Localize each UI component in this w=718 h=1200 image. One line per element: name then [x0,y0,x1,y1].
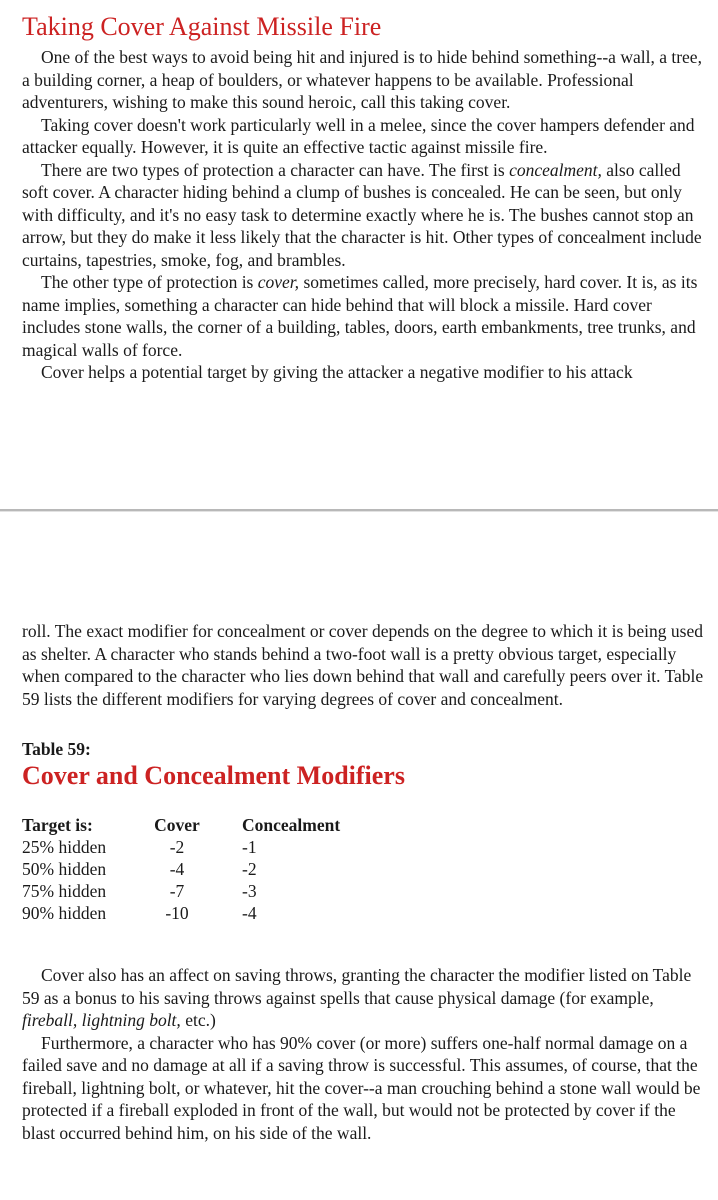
header-cover: Cover [154,815,200,835]
table-row [22,902,382,924]
term-cover: cover, [257,272,300,292]
cell-target: 50% hidden [22,859,107,879]
paragraph-saving-throws: Cover also has an affect on saving throws, granting the character the modifier listed on Table 59 as a bonus to his saving throws against spells that cause physical damage (for example, fireball, lightning bolt, etc.) [22,965,692,1030]
table-label: Table 59: [22,739,91,759]
paragraph-hide-behind: One of the best ways to avoid being hit and injured is to hide behind something--a wall, a tree, a building corner, a heap of boulders, or whatever happens to be available. Professional adventurers, wishing to make this sound heroic, call this taking cover. [22,47,702,112]
table-header-row [22,814,382,836]
page-top [22,12,706,384]
cell-cover: -10 [165,903,189,923]
table-title: Cover and Concealment Modifiers [22,761,405,790]
table-row [22,880,382,902]
paragraph-ninety-percent: Furthermore, a character who has 90% cover (or more) suffers one-half normal damage on a failed save and no damage at all if a saving throw is successful. This assumes, of course, that the fireball, lightning bolt, or whatever, hit the cover--a man crouching behind a stone wall would be protected if a fireball exploded in front of the wall, but would not be protected by cover if the blast occurred behind him, on his side of the wall. [22,1032,701,1143]
paragraph-cover: The other type of protection is cover, sometimes called, more precisely, hard cover. It is, as its name implies, something a character can hide behind that will block a missile. Hard cover includes stone walls, the corner of a building, tables, doors, earth embankments, tree trunks, and magical walls of force. [22,272,698,360]
paragraph-concealment: There are two types of protection a character can have. The first is concealment, also called soft cover. A character hiding behind a clump of bushes is concealed. He can be seen, but only with difficulty, and it's no easy task to determine exactly where he is. The bushes cannot stop an arrow, but they do make it less likely that the character is hit. Other types of concealment include curtains, tapestries, smoke, fog, and brambles. [22,159,702,270]
cell-target: 25% hidden [22,837,107,857]
page-bottom [22,620,706,1144]
page-divider-shadow [0,511,718,512]
cell-concealment: -4 [242,903,257,923]
cell-cover: -7 [169,881,185,901]
cell-concealment: -2 [242,859,257,879]
section-title: Taking Cover Against Missile Fire [22,12,382,41]
cell-concealment: -1 [242,837,257,857]
cell-concealment: -3 [242,881,257,901]
paragraph-modifier-continued: roll. The exact modifier for concealment or cover depends on the degree to which it is being used as shelter. A character who stands behind a two-foot wall is a pretty obvious target, especially when compared to the character who lies down behind that wall and carefully peers over it. Table 59 lists the different modifiers for varying degrees of cover and concealment. [22,621,704,709]
term-concealment: concealment, [509,159,602,180]
header-concealment: Concealment [242,815,341,835]
cell-target: 75% hidden [22,881,107,901]
paragraph-melee: Taking cover doesn't work particularly well in a melee, since the cover hampers defender and attacker equally. However, it is quite an effective tactic against missile fire. [22,114,695,157]
header-target: Target is: [22,815,93,835]
cell-cover: -4 [169,859,185,879]
term-spells: fireball, lightning bolt, [22,1010,181,1030]
table-row [22,858,382,880]
paragraph-modifier-intro: Cover helps a potential target by giving the attacker a negative modifier to his attack [41,362,633,382]
cell-cover: -2 [169,837,185,857]
modifiers-table [22,814,382,924]
cell-target: 90% hidden [22,903,107,923]
table-row [22,836,382,858]
after-table-text [22,964,706,1144]
